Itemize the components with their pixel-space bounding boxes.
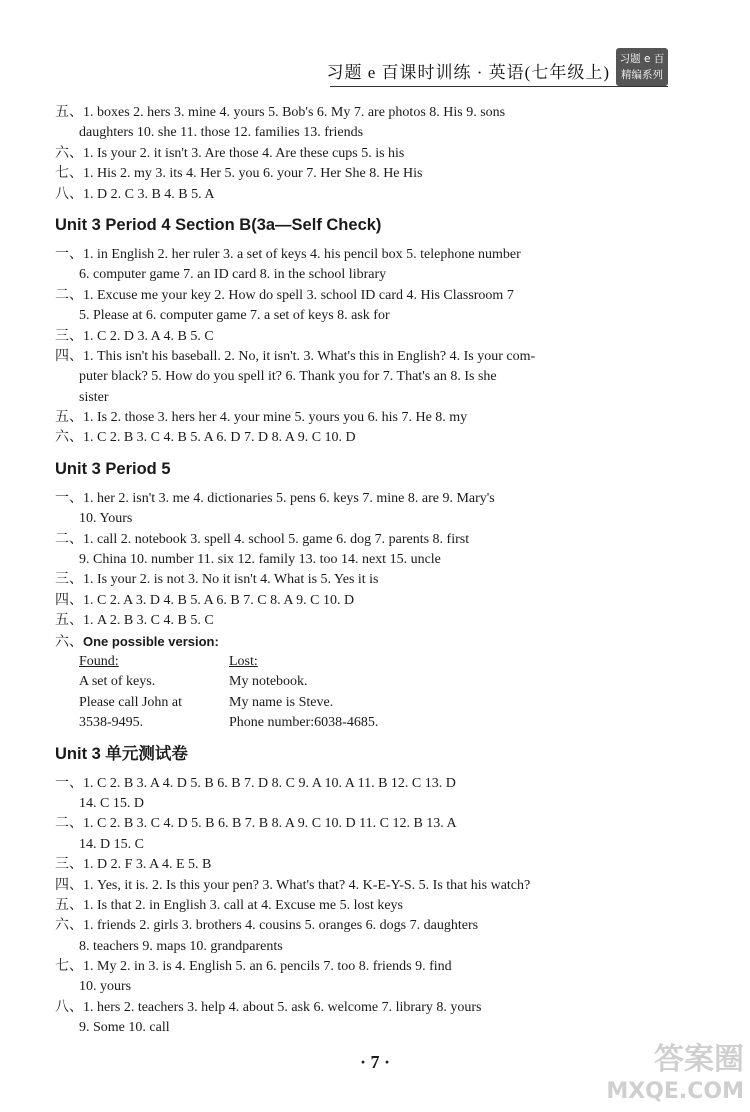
answer-line: 五、1. Is 2. those 3. hers her 4. your mine 5. yours you 6. his 7. He 8. my [55,410,468,426]
answer-line: 六、1. C 2. B 3. C 4. B 5. A 6. D 7. D 8. A 9. C 10. D [55,430,356,446]
answer-line: 三、1. C 2. D 3. A 4. B 5. C [55,328,214,344]
logo-line-2: 精编系列 [621,69,663,81]
version-heading [55,632,675,652]
answer-line-continuation: 6. computer game 7. an ID card 8. in the school library [79,267,387,283]
answer-line: 二、1. C 2. B 3. C 4. D 5. B 6. B 7. B 8. A 9. C 10. D 11. C 12. B 13. A [55,816,457,832]
series-logo [616,48,668,86]
answer-line-continuation: daughters 10. she 11. those 12. families 13. friends [79,125,364,141]
lost-notice-line: My notebook. [229,674,308,690]
header-rule [330,86,668,87]
answer-line: 三、1. Is your 2. is not 3. No it isn't 4. What is 5. Yes it is [55,572,379,588]
page-number: · 7 · [359,1052,390,1072]
found-lost-notices [55,652,675,734]
answer-line: 七、1. His 2. my 3. its 4. Her 5. you 6. your 7. Her She 8. He His [55,166,423,182]
answer-line: 四、1. Yes, it is. 2. Is this your pen? 3. What's that? 4. K-E-Y-S. 5. Is that his watch? [55,877,531,893]
page-header [0,0,750,92]
version-title: One possible version: [83,633,219,649]
lost-notice-line: Phone number:6038-4685. [229,715,379,731]
answer-line: 四、1. This isn't his baseball. 2. No, it isn't. 3. What's this in English? 4. Is your com- [55,348,536,364]
answer-line-continuation: puter black? 5. How do you spell it? 6. Thank you for 7. That's an 8. Is she [79,369,497,385]
answer-line: 二、1. Excuse me your key 2. How do spell 3. school ID card 4. His Classroom 7 [55,287,514,303]
answer-content [55,103,675,1039]
answer-line-continuation: 14. D 15. C [79,836,144,852]
answer-line: 七、1. My 2. in 3. is 4. English 5. an 6. pencils 7. too 8. friends 9. find [55,959,452,975]
answer-line: 一、1. her 2. isn't 3. me 4. dictionaries 5. pens 6. keys 7. mine 8. are 9. Mary's [55,490,495,506]
answer-line: 六、1. friends 2. girls 3. brothers 4. cousins 5. oranges 6. dogs 7. daughters [55,918,479,934]
answer-line: 五、1. boxes 2. hers 3. mine 4. yours 5. Bob's 6. My 7. are photos 8. His 9. sons [55,105,506,120]
answer-line: 八、1. hers 2. teachers 3. help 4. about 5. ask 6. welcome 7. library 8. yours [55,999,482,1015]
found-notice-line: Please call John at [79,694,183,710]
watermark-url: MXQE.COM [606,1079,744,1104]
answer-line-continuation: 10. yours [79,979,132,995]
answer-line: 六、1. Is your 2. it isn't 3. Are those 4. Are these cups 5. is his [55,145,405,161]
book-title: 习题 e 百课时训练 · 英语(七年级上) [326,63,610,82]
section-heading: Unit 3 单元测试卷 [55,744,188,763]
section-heading: Unit 3 Period 4 Section B(3a—Self Check) [55,215,382,234]
section-heading: Unit 3 Period 5 [55,459,171,478]
found-notice-line: A set of keys. [79,674,156,690]
answer-line: 二、1. call 2. notebook 3. spell 4. school 5. game 6. dog 7. parents 8. first [55,531,470,547]
answer-line-continuation: 14. C 15. D [79,795,144,811]
found-heading: Found: [79,653,119,669]
lost-heading: Lost: [229,653,258,669]
found-notice-line: 3538-9495. [79,715,144,731]
answer-line-continuation: 9. China 10. number 11. six 12. family 13. too 14. next 15. uncle [79,552,441,568]
answer-line-continuation: 8. teachers 9. maps 10. grandparents [79,938,283,954]
answer-line: 三、1. D 2. F 3. A 4. E 5. B [55,857,212,873]
lost-notice-line: My name is Steve. [229,694,334,710]
watermark-text: 答案圈 [654,1042,744,1077]
answer-line: 四、1. C 2. A 3. D 4. B 5. A 6. B 7. C 8. A 9. C 10. D [55,592,355,608]
answer-line: 一、1. C 2. B 3. A 4. D 5. B 6. B 7. D 8. C 9. A 10. A 11. B 12. C 13. D [55,775,456,791]
answer-line-continuation: 5. Please at 6. computer game 7. a set of keys 8. ask for [79,308,390,324]
answer-line-continuation: 9. Some 10. call [79,1020,170,1036]
question-label: 六、 [55,634,83,650]
watermark-logo [606,1044,744,1108]
answer-line: 一、1. in English 2. her ruler 3. a set of keys 4. his pencil box 5. telephone number [55,246,521,262]
answer-line: 八、1. D 2. C 3. B 4. B 5. A [55,186,215,202]
logo-line-1: 习题 e 百 [619,53,665,65]
answer-line-continuation: sister [79,389,109,405]
answer-line-continuation: 10. Yours [79,511,133,527]
answer-line: 五、1. Is that 2. in English 3. call at 4. Excuse me 5. lost keys [55,897,404,913]
answer-line: 五、1. A 2. B 3. C 4. B 5. C [55,613,214,629]
